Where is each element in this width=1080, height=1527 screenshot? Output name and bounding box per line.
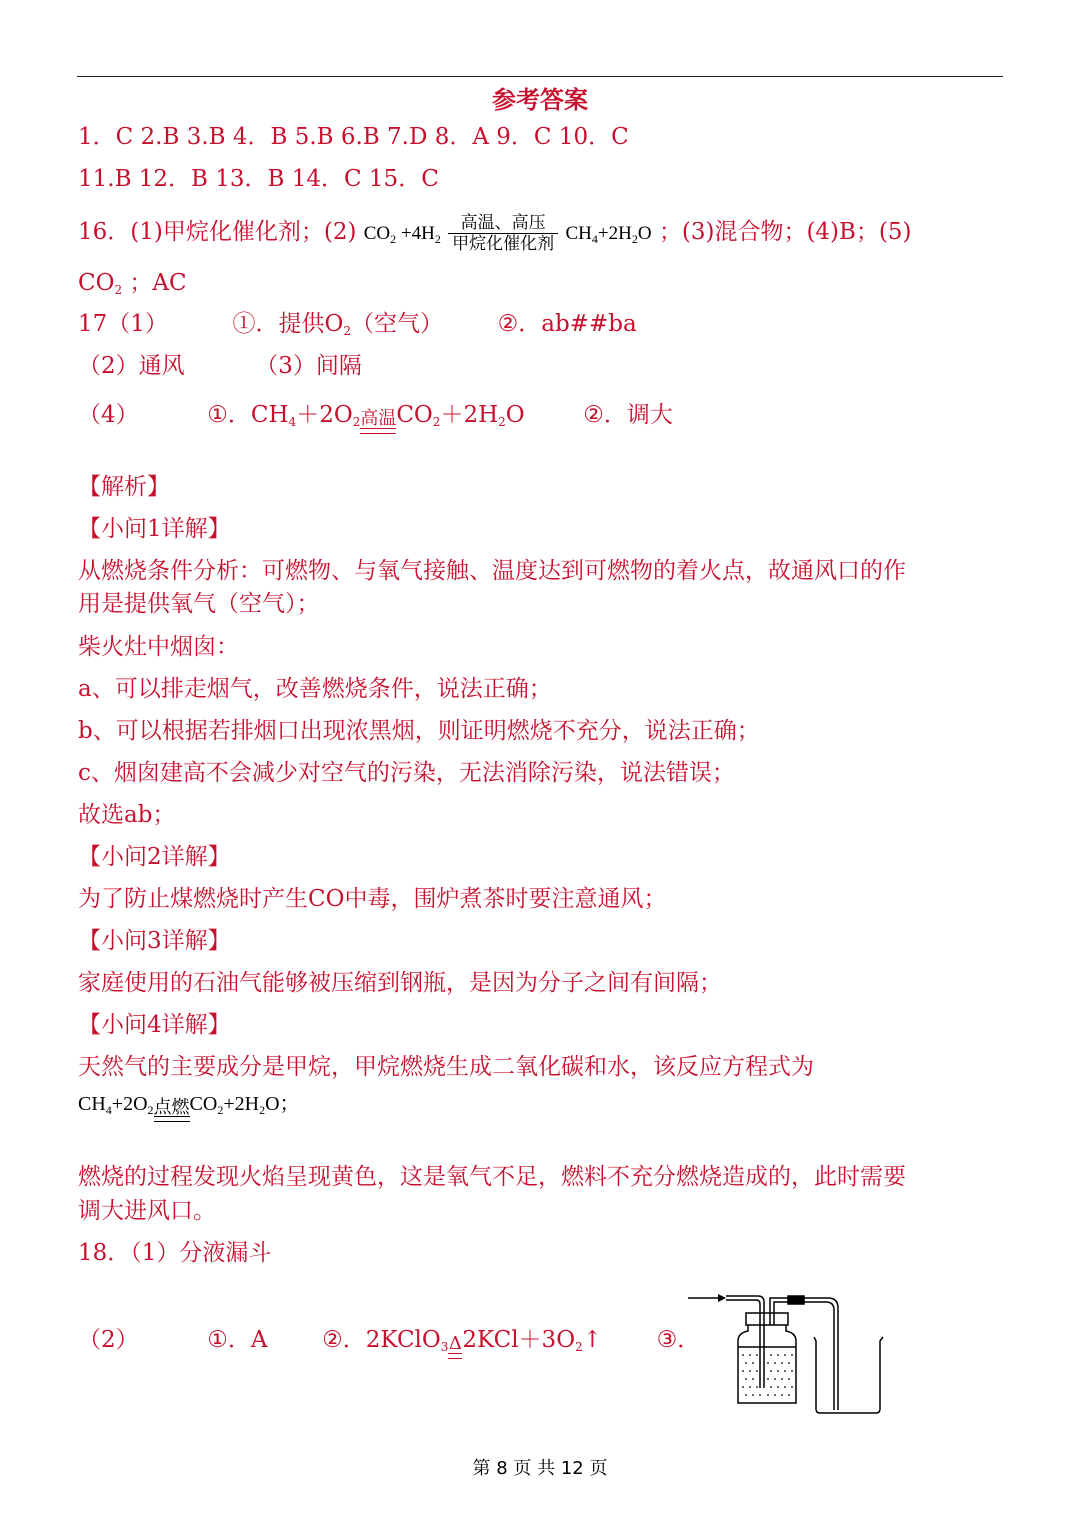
q16-cond-bottom: 甲烷化催化剂 — [452, 233, 555, 254]
analysis-p9: 天然气的主要成分是甲烷，甲烷燃烧生成二氧化碳和水，该反应方程式为 — [78, 1054, 814, 1080]
analysis-p6: 故选ab； — [78, 802, 176, 828]
q17-line2: （2）通风 （3）间隔 — [78, 353, 362, 379]
q16-cond-top: 高温、高压 — [448, 213, 558, 234]
analysis-sub4: 【小问4详解】 — [78, 1012, 231, 1038]
analysis-sub1: 【小问1详解】 — [78, 516, 231, 542]
analysis-equation: $CH_4+2O_2$ 点燃 $CO_2+2H_2O$； — [78, 1082, 300, 1132]
analysis-p10a: 燃烧的过程发现火焰呈现黄色，这是氧气不足，燃料不充分燃烧造成的，此时需要 — [78, 1164, 906, 1190]
q18-line2: （2） ①．A ②．2KClO$_3$ Δ $2KCl+3O_2↑$ ③． — [78, 1318, 700, 1369]
q17-line1: 17（1） ①．提供$O_2$（空气） ②．ab##ba — [78, 311, 637, 338]
answers-row-2: 11.B 12．B 13．B 14．C 15．C — [78, 166, 439, 192]
analysis-p1a: 从燃烧条件分析：可燃物、与氧气接触、温度达到可燃物的着火点，故通风口的作 — [78, 558, 906, 584]
q16-reactants: $CO_2 +4H_2$ — [363, 223, 441, 246]
page-title: 参考答案 — [492, 86, 588, 114]
q16-line1 — [78, 210, 912, 261]
analysis-p7: 为了防止煤燃烧时产生CO中毒，围炉煮茶时要注意通风； — [78, 886, 667, 912]
q17-line4: （4） ①．$CH_4+2O_2$ 高温 $CO_2+2H_2O$ ②．调大 — [78, 393, 673, 444]
analysis-p5: c、烟囱建高不会减少对空气的污染，无法消除污染，说法错误； — [78, 760, 735, 786]
q18-line1: 18．（1）分液漏斗 — [78, 1240, 272, 1266]
analysis-p2: 柴火灶中烟囱： — [78, 634, 239, 660]
analysis-sub3: 【小问3详解】 — [78, 928, 231, 954]
q16-part1: 16．(1)甲烷化催化剂；(2) — [78, 219, 357, 245]
q18-eq-condition: Δ — [448, 1335, 462, 1369]
analysis-p10b: 调大进风口。 — [78, 1198, 216, 1224]
answers-row-1: 1．C 2.B 3.B 4．B 5.B 6.B 7.D 8．A 9．C 10．C — [78, 124, 629, 150]
analysis-p1b: 用是提供氧气（空气）； — [78, 591, 320, 617]
analysis-eq-condition: 点燃 — [154, 1098, 190, 1132]
page-footer: 第 8 页 共 12 页 — [472, 1458, 608, 1479]
q16-products: $CH_4+2H_2O$ — [565, 223, 652, 246]
analysis-p3: a、可以排走烟气，改善燃烧条件，说法正确； — [78, 676, 552, 702]
q16-condition — [448, 213, 558, 254]
q17-number: 17（1） — [78, 311, 168, 337]
gas-collection-apparatus — [680, 1285, 890, 1420]
q16-line2: $CO_2$ ；AC — [78, 270, 187, 297]
analysis-heading: 【解析】 — [78, 474, 170, 500]
analysis-p8: 家庭使用的石油气能够被压缩到钢瓶，是因为分子之间有间隔； — [78, 970, 722, 996]
q17-eq-condition: 高温 — [360, 410, 396, 444]
analysis-p4: b、可以根据若排烟口出现浓黑烟，则证明燃烧不充分，说法正确； — [78, 718, 760, 744]
header-rule — [77, 76, 1003, 77]
analysis-sub2: 【小问2详解】 — [78, 844, 231, 870]
q16-part3: ；(3)混合物；(4)B；(5) — [658, 219, 912, 245]
